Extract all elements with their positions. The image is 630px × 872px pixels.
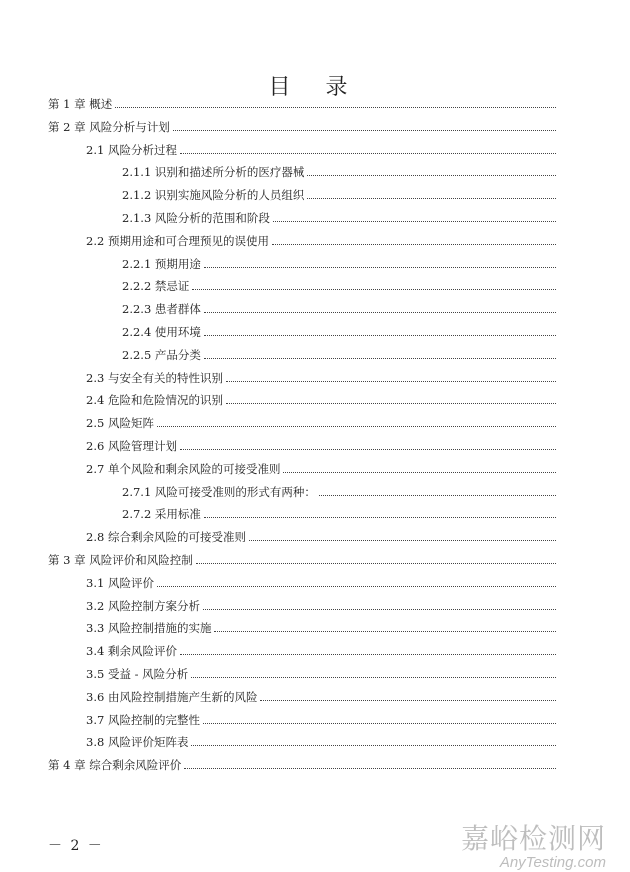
toc-dot-leader bbox=[204, 358, 556, 359]
toc-entry[interactable] bbox=[48, 484, 558, 507]
toc-dot-leader bbox=[157, 586, 556, 587]
toc-entry-label: 2.7.1 风险可接受准则的形式有两种： bbox=[122, 484, 316, 499]
toc-entry[interactable] bbox=[48, 142, 558, 165]
toc-dot-leader bbox=[191, 677, 556, 678]
toc-dot-leader bbox=[204, 312, 556, 313]
toc-dot-leader bbox=[173, 130, 556, 131]
toc-dot-leader bbox=[226, 381, 556, 382]
toc-entry[interactable] bbox=[48, 96, 558, 119]
toc-entry-label: 3.7 风险控制的完整性 bbox=[86, 712, 200, 727]
toc-entry-label: 第 2 章 风险分析与计划 bbox=[48, 119, 170, 134]
toc-entry-label: 第 4 章 综合剩余风险评价 bbox=[48, 758, 182, 773]
toc-entry-label: 2.1.1 识别和描述所分析的医疗器械 bbox=[122, 165, 305, 180]
toc-title: 目 录 bbox=[268, 75, 362, 100]
toc-entry[interactable] bbox=[48, 324, 558, 347]
toc-entry-label: 2.4 危险和危险情况的识别 bbox=[86, 393, 223, 408]
toc-entry-label: 2.2.5 产品分类 bbox=[122, 347, 201, 362]
toc-entry[interactable] bbox=[48, 119, 558, 142]
toc-entry-label: 2.7 单个风险和剩余风险的可接受准则 bbox=[86, 461, 281, 476]
toc-entry-label: 3.2 风险控制方案分析 bbox=[86, 598, 200, 613]
toc-entry-label: 2.1.2 识别实施风险分析的人员组织 bbox=[122, 188, 305, 203]
toc-entry[interactable] bbox=[48, 370, 558, 393]
toc-dot-leader bbox=[283, 472, 556, 473]
toc-entry[interactable] bbox=[48, 529, 558, 552]
toc-entry-label: 3.4 剩余风险评价 bbox=[86, 644, 177, 659]
toc-dot-leader bbox=[204, 517, 556, 518]
toc-dot-leader bbox=[260, 700, 556, 701]
toc-entry-label: 3.3 风险控制措施的实施 bbox=[86, 621, 212, 636]
toc-dot-leader bbox=[249, 540, 556, 541]
toc-dot-leader bbox=[192, 289, 556, 290]
toc-entry[interactable] bbox=[48, 734, 558, 757]
toc-dot-leader bbox=[319, 495, 556, 496]
toc-entry[interactable] bbox=[48, 620, 558, 643]
toc-entry-label: 2.2 预期用途和可合理预见的误使用 bbox=[86, 233, 269, 248]
toc-dot-leader bbox=[226, 403, 556, 404]
toc-entry-label: 3.5 受益 - 风险分析 bbox=[86, 666, 189, 681]
toc-dot-leader bbox=[180, 153, 556, 154]
watermark bbox=[461, 824, 606, 872]
toc-entry[interactable] bbox=[48, 347, 558, 370]
table-of-contents bbox=[48, 96, 558, 780]
toc-entry-label: 2.3 与安全有关的特性识别 bbox=[86, 370, 223, 385]
toc-dot-leader bbox=[273, 221, 556, 222]
toc-entry-label: 2.1.3 风险分析的范围和阶段 bbox=[122, 210, 270, 225]
toc-entry-label: 2.1 风险分析过程 bbox=[86, 142, 177, 157]
toc-entry-label: 3.1 风险评价 bbox=[86, 575, 154, 590]
toc-dot-leader bbox=[180, 654, 556, 655]
toc-dot-leader bbox=[196, 563, 556, 564]
toc-entry[interactable] bbox=[48, 278, 558, 301]
toc-entry-label: 3.8 风险评价矩阵表 bbox=[86, 735, 189, 750]
toc-entry[interactable] bbox=[48, 301, 558, 324]
toc-entry-label: 第 3 章 风险评价和风险控制 bbox=[48, 552, 193, 567]
toc-entry[interactable] bbox=[48, 506, 558, 529]
toc-entry[interactable] bbox=[48, 233, 558, 256]
toc-dot-leader bbox=[307, 175, 556, 176]
toc-entry[interactable] bbox=[48, 415, 558, 438]
toc-entry[interactable] bbox=[48, 210, 558, 233]
toc-entry-label: 2.2.4 使用环境 bbox=[122, 324, 201, 339]
toc-dot-leader bbox=[191, 745, 556, 746]
toc-dot-leader bbox=[214, 631, 556, 632]
toc-entry-label: 3.6 由风险控制措施产生新的风险 bbox=[86, 689, 258, 704]
toc-dot-leader bbox=[180, 449, 556, 450]
toc-dot-leader bbox=[204, 335, 556, 336]
toc-dot-leader bbox=[203, 723, 556, 724]
toc-dot-leader bbox=[307, 198, 556, 199]
toc-dot-leader bbox=[204, 267, 556, 268]
toc-entry[interactable] bbox=[48, 552, 558, 575]
toc-entry[interactable] bbox=[48, 643, 558, 666]
toc-entry[interactable] bbox=[48, 689, 558, 712]
toc-entry-label: 第 1 章 概述 bbox=[48, 97, 113, 111]
toc-entry-label: 2.7.2 采用标准 bbox=[122, 507, 201, 522]
toc-entry-label: 2.2.3 患者群体 bbox=[122, 302, 201, 317]
toc-entry[interactable] bbox=[48, 598, 558, 621]
toc-dot-leader bbox=[203, 609, 556, 610]
toc-entry-label: 2.5 风险矩阵 bbox=[86, 416, 154, 431]
toc-dot-leader bbox=[184, 768, 556, 769]
toc-entry[interactable] bbox=[48, 187, 558, 210]
toc-entry[interactable] bbox=[48, 256, 558, 279]
toc-entry-label: 2.2.1 预期用途 bbox=[122, 256, 201, 271]
toc-entry[interactable] bbox=[48, 575, 558, 598]
toc-entry[interactable] bbox=[48, 392, 558, 415]
toc-entry[interactable] bbox=[48, 712, 558, 735]
page-number: － 2 － bbox=[48, 838, 104, 854]
toc-entry[interactable] bbox=[48, 164, 558, 187]
toc-dot-leader bbox=[272, 244, 556, 245]
watermark-chinese: 嘉峪检测网 bbox=[460, 822, 606, 855]
toc-entry[interactable] bbox=[48, 461, 558, 484]
watermark-english: AnyTesting.com bbox=[499, 854, 606, 871]
toc-entry-label: 2.8 综合剩余风险的可接受准则 bbox=[86, 530, 246, 545]
toc-dot-leader bbox=[115, 107, 556, 108]
toc-dot-leader bbox=[157, 426, 556, 427]
toc-entry-label: 2.2.2 禁忌证 bbox=[122, 279, 190, 294]
toc-entry[interactable] bbox=[48, 757, 558, 780]
toc-entry[interactable] bbox=[48, 438, 558, 461]
toc-entry[interactable] bbox=[48, 666, 558, 689]
toc-entry-label: 2.6 风险管理计划 bbox=[86, 438, 177, 453]
